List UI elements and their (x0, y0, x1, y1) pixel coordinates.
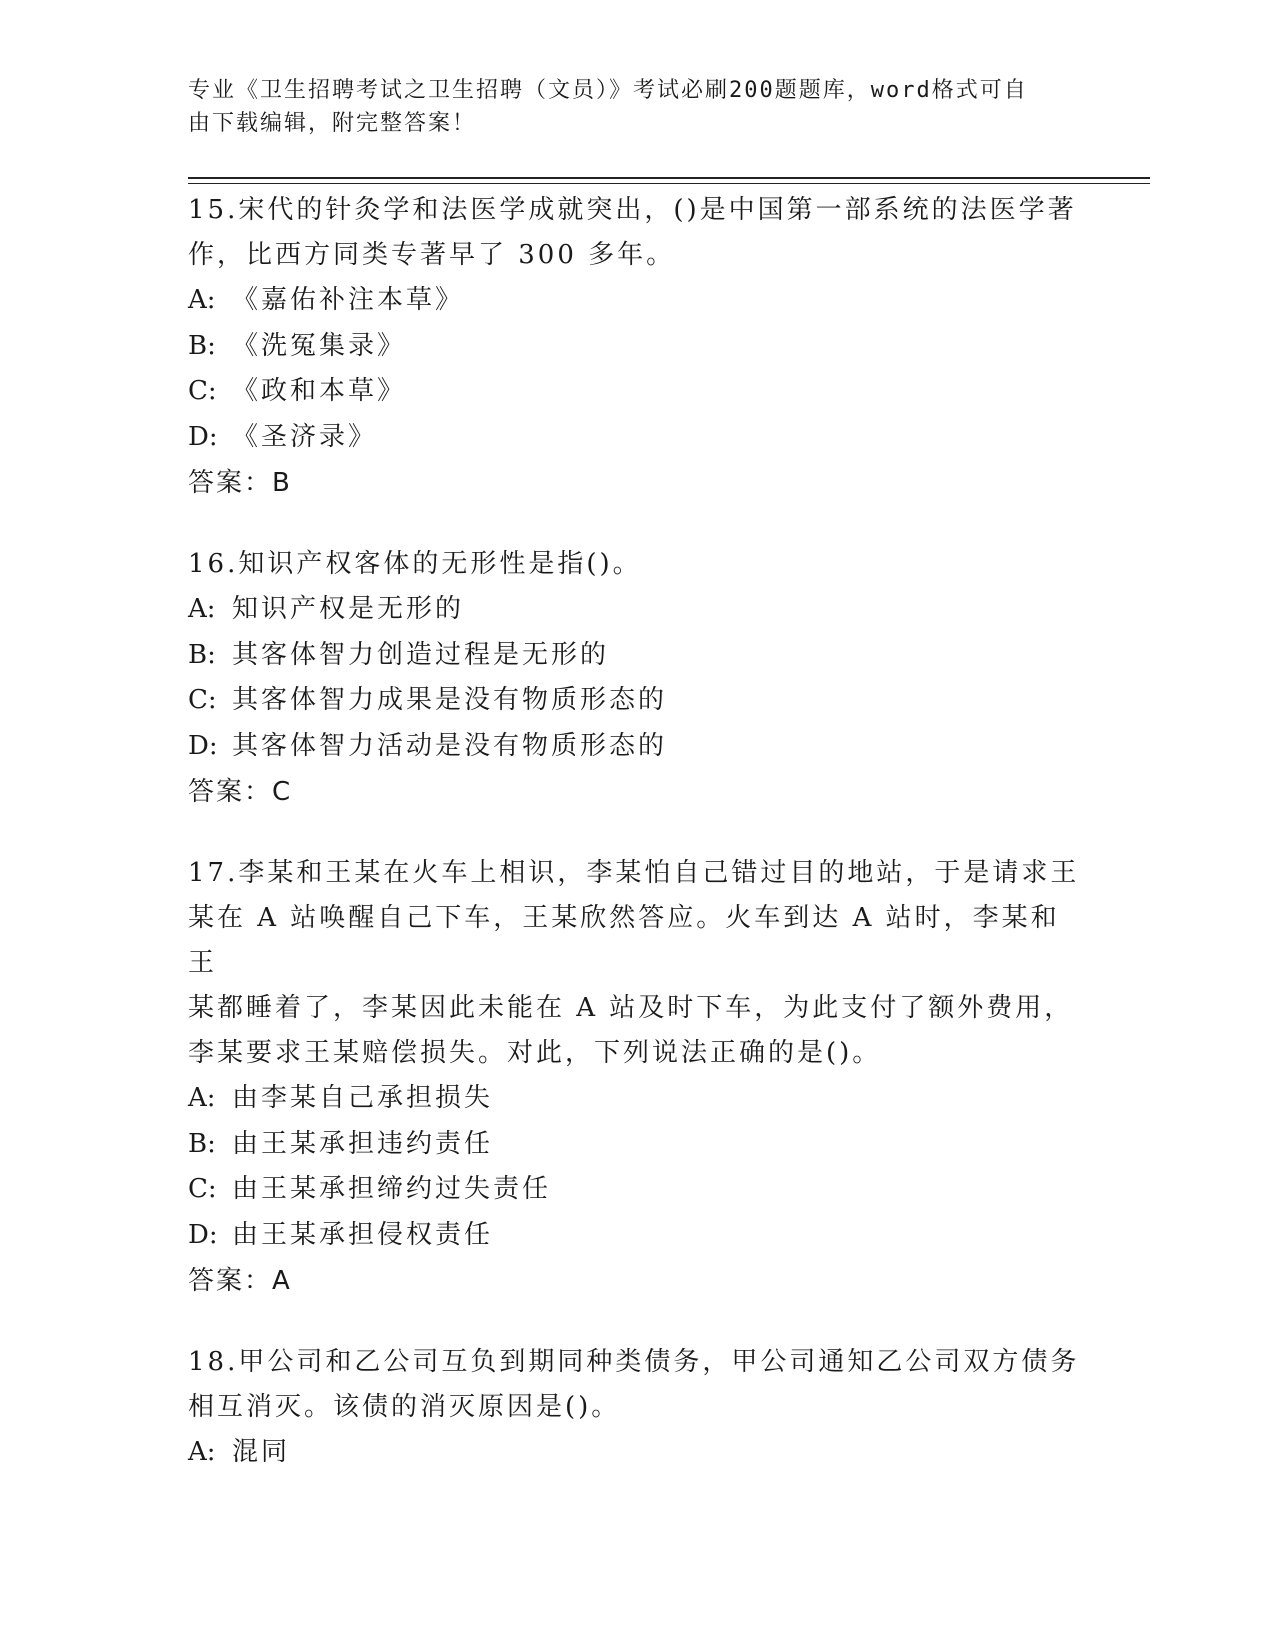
option-a (188, 1076, 1088, 1122)
question-list (188, 188, 1088, 1512)
option-text: 其客体智力创造过程是无形的 (232, 639, 610, 670)
answer-line: 答案：C (188, 777, 293, 807)
option-d (188, 1213, 1088, 1259)
option-c (188, 369, 1088, 415)
option-c (188, 1167, 1088, 1213)
question-text-line: 李某要求王某赔偿损失。对此，下列说法正确的是()。 (188, 1038, 882, 1068)
option-label: B: (188, 330, 216, 361)
option-label: C: (188, 685, 217, 715)
question-text-line: 15.宋代的针灸学和法医学成就突出，()是中国第一部系统的法医学著 (188, 195, 1077, 225)
option-label: A: (188, 1083, 216, 1113)
question-16 (188, 542, 1088, 815)
document-header (188, 74, 1068, 140)
question-text-line: 作，比西方同类专著早了 300 多年。 (188, 240, 676, 270)
answer-line: 答案：A (188, 1266, 292, 1296)
question-text-line: 17.李某和王某在火车上相识，李某怕自己错过目的地站，于是请求王 (188, 858, 1080, 888)
option-label: A: (188, 594, 216, 624)
option-a (188, 278, 1088, 324)
option-b (188, 324, 1088, 370)
answer-line: 答案：B (188, 468, 292, 498)
option-label: A: (188, 1437, 216, 1467)
option-label: A: (188, 285, 216, 315)
option-b (188, 633, 1088, 679)
option-label: C: (188, 376, 217, 406)
question-text-line: 某在 A 站唤醒自己下车，王某欣然答应。火车到达 A 站时，李某和王 (188, 903, 1060, 978)
header-line-1: 专业《卫生招聘考试之卫生招聘（文员）》考试必刷200题题库，word格式可自 (188, 78, 1028, 103)
option-text: 知识产权是无形的 (232, 594, 465, 624)
question-18 (188, 1340, 1088, 1476)
option-text: 其客体智力活动是没有物质形态的 (232, 730, 668, 761)
question-text-line: 某都睡着了，李某因此未能在 A 站及时下车，为此支付了额外费用， (188, 993, 1074, 1023)
option-text: 由王某承担侵权责任 (232, 1219, 494, 1250)
option-text: 由王某承担违约责任 (232, 1128, 494, 1159)
option-a (188, 587, 1088, 633)
option-label: D: (188, 421, 218, 452)
option-text: 其客体智力成果是没有物质形态的 (232, 685, 668, 715)
header-line-2: 由下载编辑，附完整答案！ (188, 111, 477, 136)
option-a (188, 1430, 1088, 1476)
option-text: 《洗冤集录》 (232, 330, 407, 361)
option-text: 《政和本草》 (232, 376, 407, 406)
question-text-line: 16.知识产权客体的无形性是指()。 (188, 549, 642, 579)
option-d (188, 724, 1088, 770)
option-text: 《圣济录》 (232, 421, 378, 452)
option-label: B: (188, 1128, 216, 1159)
option-label: C: (188, 1174, 217, 1204)
option-text: 由李某自己承担损失 (232, 1083, 494, 1113)
question-17 (188, 851, 1088, 1304)
option-label: D: (188, 730, 218, 761)
question-text-line: 18.甲公司和乙公司互负到期同种类债务，甲公司通知乙公司双方债务 (188, 1347, 1080, 1377)
option-b (188, 1122, 1088, 1168)
header-divider-thin (188, 183, 1150, 184)
question-text-line: 相互消灭。该债的消灭原因是()。 (188, 1392, 621, 1422)
option-text: 《嘉佑补注本草》 (232, 285, 465, 315)
question-15 (188, 188, 1088, 506)
option-text: 由王某承担缔约过失责任 (232, 1174, 552, 1204)
option-label: D: (188, 1219, 218, 1250)
option-text: 混同 (232, 1437, 291, 1467)
option-d (188, 415, 1088, 461)
header-divider-thick (188, 177, 1150, 179)
option-label: B: (188, 639, 216, 670)
option-c (188, 678, 1088, 724)
